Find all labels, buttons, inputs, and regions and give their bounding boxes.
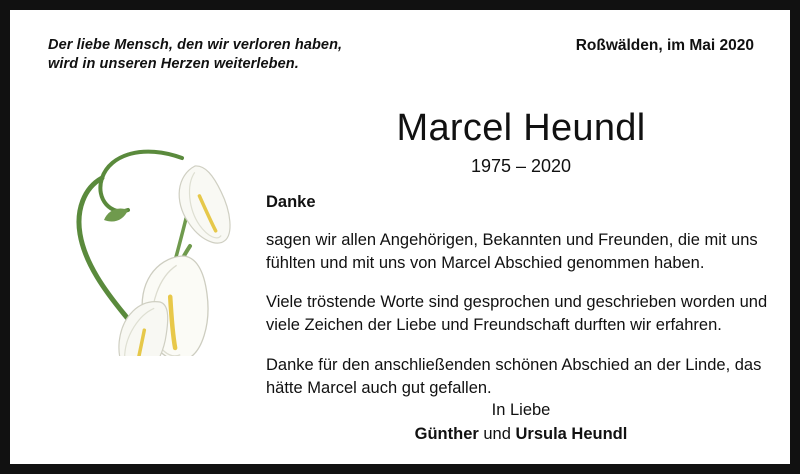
- place-and-date: Roßwälden, im Mai 2020: [575, 37, 754, 54]
- notice-header: [10, 36, 790, 82]
- body-paragraph-1: sagen wir allen Angehörigen, Bekannten und Freunden, die mit uns fühlten und mit uns von Marcel Abschied genommen haben.: [266, 230, 758, 272]
- motto-line-1: Der liebe Mensch, den wir verloren haben,: [48, 37, 343, 53]
- thanks-heading: Danke: [266, 193, 316, 211]
- calla-lilies-heart-stem-icon: [32, 106, 257, 356]
- closing-salutation: In Liebe: [491, 401, 551, 419]
- body-paragraph-2: Viele tröstende Worte sind gesprochen und geschrieben worden und viele Zeichen der Liebe und Freundschaft durften wir erfahren.: [266, 293, 768, 334]
- closing-names: [266, 422, 776, 446]
- deceased-name: Marcel Heundl: [396, 107, 646, 149]
- closing-conjunction: und: [478, 425, 516, 443]
- motto-text: [48, 36, 342, 74]
- life-dates: 1975 – 2020: [470, 156, 572, 176]
- body-paragraph-3: Danke für den anschließenden schönen Abschied an der Linde, das hätte Marcel auch gut gefallen.: [266, 355, 762, 397]
- notice-body: [266, 106, 776, 400]
- closing-block: [266, 399, 776, 446]
- notice-inner: [10, 10, 790, 464]
- closing-name-first: Günther: [414, 425, 479, 443]
- closing-name-second: Ursula Heundl: [515, 425, 628, 443]
- motto-line-2: wird in unseren Herzen weiterleben.: [48, 56, 299, 72]
